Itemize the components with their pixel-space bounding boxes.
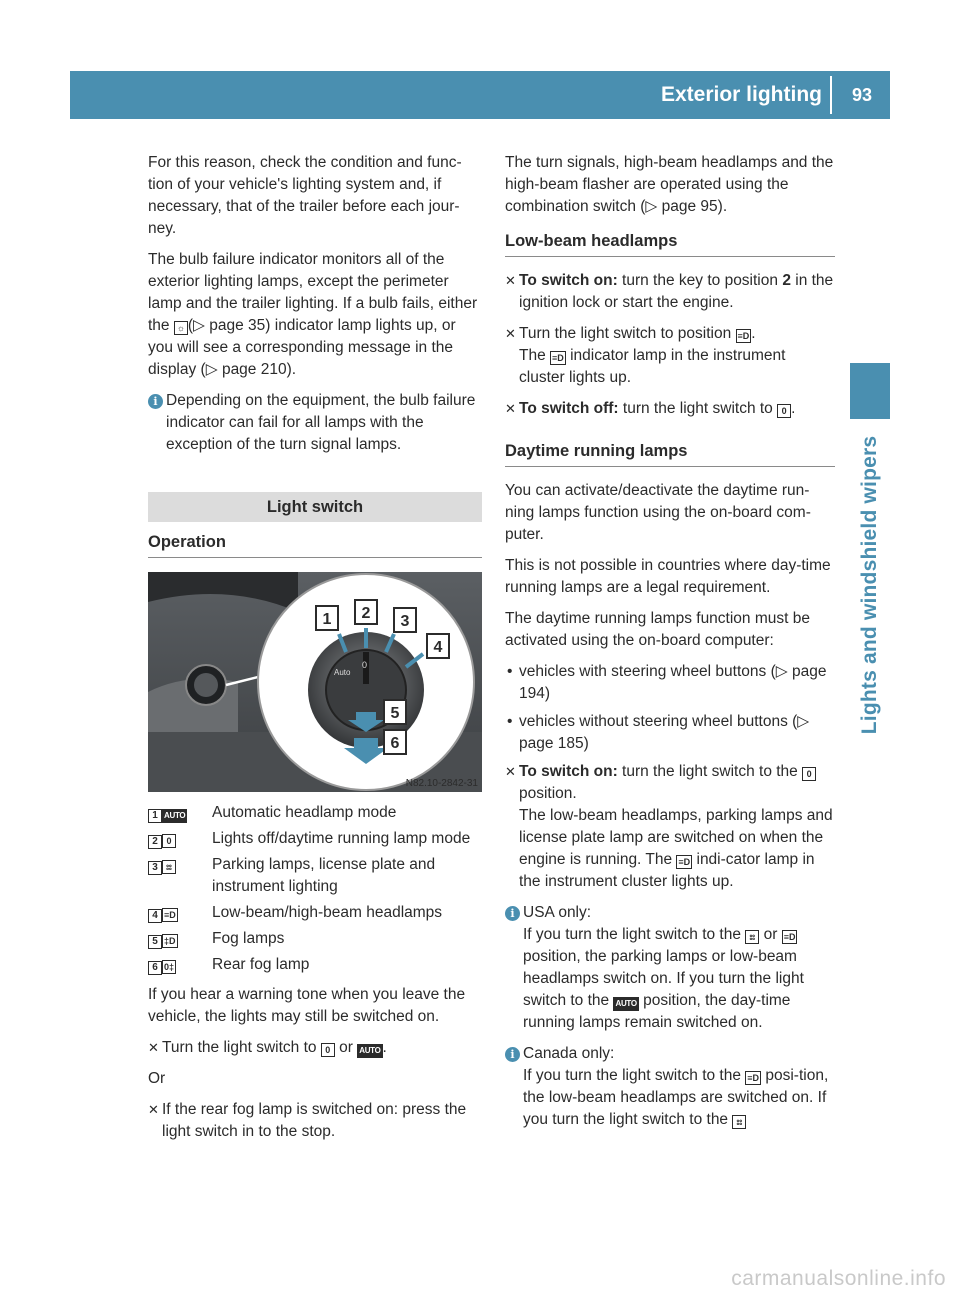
or-text: Or [148,1070,166,1087]
step-arrow-icon: ✕ [148,1040,159,1055]
right-column [505,152,835,1140]
instruction-step: ✕ To switch off: turn the light switch to 0 . [505,398,835,420]
figure-code: N82.10-2842-31 [405,778,478,789]
parking-lamp-icon: ⦂⦂ [162,860,176,874]
low-beam-icon: ≡D [783,932,796,942]
low-beam-icon: ≡D [164,910,176,920]
paragraph: The daytime running lamps function must be activated using the on-board computer: [505,610,810,649]
svg-text:3: 3 [400,613,410,630]
paragraph: If you hear a warning tone when you leave the vehicle, the lights may still be switched on. [148,986,466,1025]
step-arrow-icon: ✕ [505,273,516,288]
left-column [148,152,482,1152]
svg-text:1: 1 [322,611,332,628]
info-icon: i [148,394,163,409]
info-icon: i [505,1047,520,1062]
paragraph: You can activate/deactivate the daytime run-ning lamps function using the on-board com-puter. [505,482,811,543]
instruction-step: ✕ To switch on: turn the light switch to the 0 position. The low-beam headlamps, parking lamps and license plate lamp are switched on when the engine is running. The ≡D indi-cator lamp in the instrument cluster lights up. [505,763,833,890]
watermark: carmanualsonline.info [731,1267,946,1290]
legend-item: 1 AUTO Automatic headlamp mode [148,802,482,824]
svg-text:Auto: Auto [334,668,351,677]
low-beam-icon: ≡D [737,331,750,341]
lights-off-icon: 0 [321,1043,335,1057]
rear-fog-lamp-icon: 0‡ [164,962,175,972]
page-header [70,71,890,119]
bulb-failure-icon: ☼ [174,321,188,335]
legend-item: 5 ‡D Fog lamps [148,928,482,950]
svg-text:5: 5 [390,705,400,722]
low-beam-icon: ≡D [552,353,564,363]
instruction-step: ✕ Turn the light switch to 0 or AUTO . [148,1037,482,1059]
page-number: 93 [851,85,872,105]
header-divider [830,76,832,114]
info-note-usa: i USA only: If you turn the light switch to the ⦂⦂ or ≡D position, the parking lamps or low-beam headlamps switch on. If you turn the light switch to the AUTO position, the day-time running lamps remain switched on. [505,902,835,1034]
low-beam-icon: ≡D [678,857,691,867]
parking-lamp-icon: ⦂⦂ [732,1115,746,1129]
section-heading: Light switch [148,492,482,522]
svg-text:0: 0 [362,660,368,670]
legend-item: 2 0 Lights off/daytime running lamp mode [148,828,482,850]
subheading: Operation [148,531,482,558]
paragraph: This is not possible in countries where day-time running lamps are a legal requirement. [505,557,831,596]
legend-item: 6 0‡ Rear fog lamp [148,954,482,976]
auto-icon: AUTO [357,1044,382,1058]
step-arrow-icon: ✕ [148,1102,159,1117]
step-arrow-icon: ✕ [505,401,516,416]
svg-text:6: 6 [390,735,400,752]
instruction-step: ✕ Turn the light switch to position ≡D . The ≡D indicator lamp in the instrument cluster lights up. [505,325,786,386]
auto-icon: AUTO [613,997,638,1011]
svg-text:4: 4 [433,639,443,656]
side-chapter-label: Lights and windshield wipers [858,435,881,735]
legend-item: 4 ≡D Low-beam/high-beam headlamps [148,902,482,924]
lights-off-icon: 0 [802,767,816,781]
heading-daytime-running: Daytime running lamps [505,440,835,467]
side-tab [850,363,890,419]
lights-off-icon: 0 [162,834,176,848]
instruction-step: ✕ If the rear fog lamp is switched on: press the light switch in to the stop. [148,1101,467,1140]
header-title: Exterior lighting [660,83,822,106]
fog-lamp-icon: ‡D [164,936,176,946]
low-beam-icon: ≡D [747,1073,760,1083]
light-switch-figure [148,572,482,792]
list-item: • vehicles with steering wheel buttons (▷ page 194) [507,663,827,702]
auto-icon: AUTO [162,809,187,823]
svg-text:2: 2 [361,605,371,622]
instruction-step: ✕ To switch on: turn the key to position 2 in the ignition lock or start the engine. [505,272,834,311]
legend-list [148,802,482,976]
paragraph: The turn signals, high-beam headlamps and the high-beam flasher are operated using the combination switch (▷ page 95). [505,154,834,215]
info-note: i Depending on the equipment, the bulb failure indicator can fail for all lamps with the exception of the turn signal lamps. [148,390,482,456]
lights-off-icon: 0 [777,404,791,418]
legend-item: 3 ⦂⦂ Parking lamps, license plate and instrument lighting [148,854,482,898]
light-switch-illustration [148,572,482,792]
parking-lamp-icon: ⦂⦂ [745,930,759,944]
heading-low-beam: Low-beam headlamps [505,230,835,257]
info-icon: i [505,906,520,921]
list-item: • vehicles without steering wheel buttons (▷ page 185) [507,713,810,752]
step-arrow-icon: ✕ [505,764,516,779]
paragraph: For this reason, check the condition and func-tion of your vehicle's lighting system and, if necessary, that of the trailer before each jour-ney. [148,154,462,237]
info-note-canada: i Canada only: If you turn the light switch to the ≡D posi-tion, the low-beam headlamps are switched on. If you turn the light switch to the ⦂⦂ [505,1043,835,1131]
step-arrow-icon: ✕ [505,326,516,341]
paragraph: The bulb failure indicator monitors all of the exterior lighting lamps, except the perimeter lamp and the trailer lighting. If a bulb fails, either the ☼ (▷ page 35) indicator lamp lights up, or you will see a corresponding message in the display (▷ page 210). [148,251,478,378]
